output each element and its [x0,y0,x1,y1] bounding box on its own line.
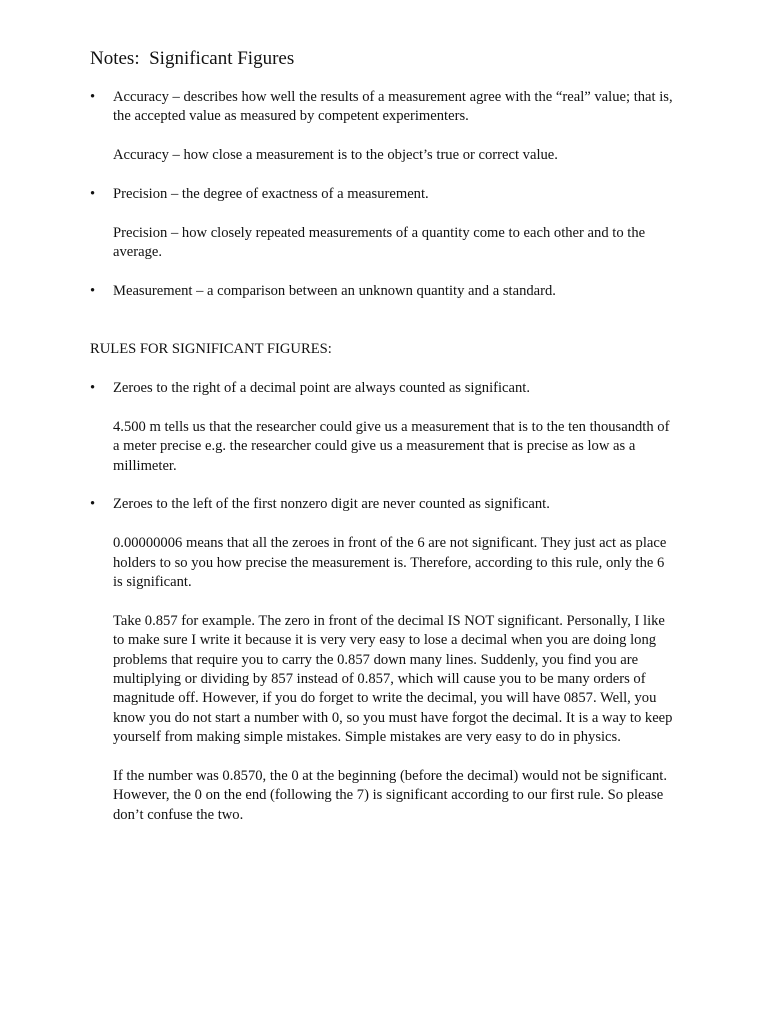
rule-right-of-decimal [90,379,677,398]
definition-followup: Precision – how closely repeated measurements of a quantity come to each other and to the average. [113,224,646,261]
page-title: Notes: Significant Figures [90,48,295,69]
rule-left-of-nonzero [90,495,677,514]
rule-explanation: 0.00000006 means that all the zeroes in front of the 6 are not significant. They just act as place holders to so you how precise the measurement is. Therefore, according to this rule, only the 6 is significant. [113,535,667,590]
document-page [90,46,690,825]
definition-measurement [90,282,677,301]
rule-text: Zeroes to the right of a decimal point are always counted as significant. [113,379,530,396]
rule-text: Zeroes to the left of the first nonzero digit are never counted as significant. [113,496,550,513]
definition-followup: Accuracy – how close a measurement is to the object’s true or correct value. [113,147,558,164]
definition-text: Measurement – a comparison between an unknown quantity and a standard. [113,283,556,299]
definition-precision [90,185,677,204]
definition-text: Accuracy – describes how well the results of a measurement agree with the “real” value; that is, the accepted value as measured by competent experimenters. [113,89,673,125]
bullet-icon: • [90,89,96,105]
rule-example: If the number was 0.8570, the 0 at the beginning (before the decimal) would not be significant. However, the 0 on the end (following the 7) is significant according to our first rule. So please don’t confuse the two. [113,768,667,823]
rule-example: Take 0.857 for example. The zero in front of the decimal IS NOT significant. Personally, I like to make sure I write it because it is very very easy to lose a decimal when you are doing long problems that require you to carry the 0.857 down many lines. Suddenly, you find you are multiplying or dividing by 857 instead of 0.857, which will cause you to be many orders of magnitude off. However, if you do forget to write the decimal, you will have 0857. Well, you know you do not start a number with 0, so you must have forgot the decimal. It is a way to keep yourself from making simple mistakes. Simple mistakes are very easy to do in physics. [113,612,673,746]
bullet-icon: • [90,496,96,513]
bullet-icon: • [90,379,96,396]
definition-text: Precision – the degree of exactness of a measurement. [113,186,429,202]
rule-explanation: 4.500 m tells us that the researcher could give us a measurement that is to the ten thousandth of a meter precise e.g. the researcher could give us a measurement that is precise as low as a millimeter. [113,418,670,474]
bullet-icon: • [90,186,96,202]
rules-heading: RULES FOR SIGNIFICANT FIGURES: [90,341,332,358]
definition-accuracy [90,88,677,127]
bullet-icon: • [90,283,96,299]
